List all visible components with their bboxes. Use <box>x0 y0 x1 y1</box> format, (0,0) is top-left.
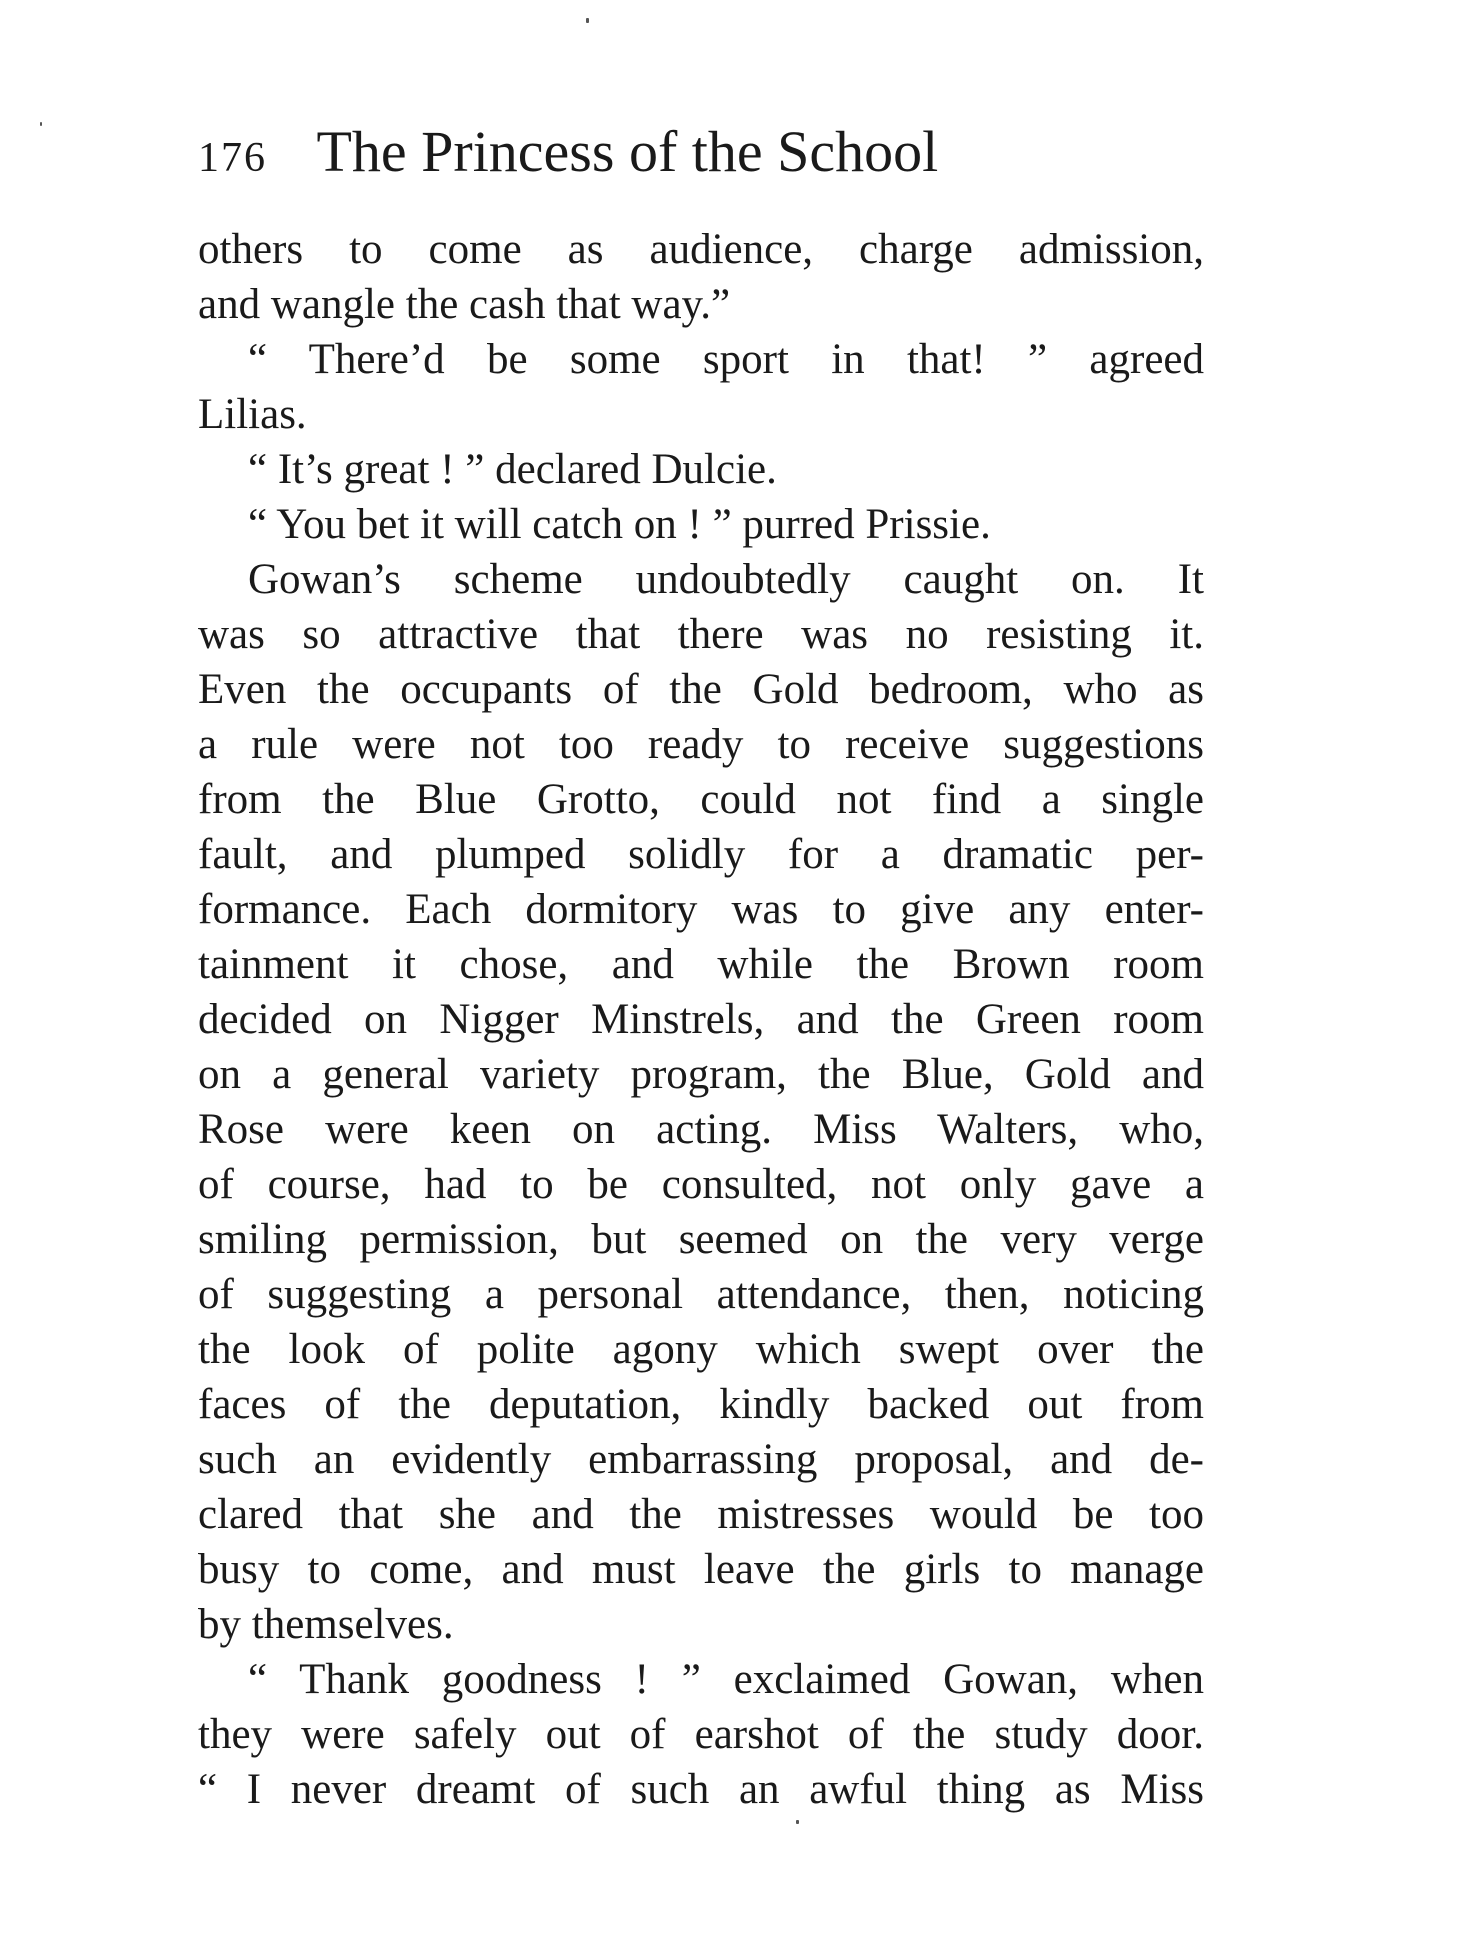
text-line: “ I never dreamt of such an awful thing as Miss <box>198 1766 1204 1813</box>
text-line: and wangle the cash that way.” <box>198 281 731 328</box>
text-line: a rule were not too ready to receive suggestions <box>198 721 1204 768</box>
print-speck <box>586 18 589 23</box>
print-speck <box>796 1820 799 1824</box>
text-line: by themselves. <box>198 1601 454 1648</box>
text-line: Lilias. <box>198 391 307 438</box>
text-line: Gowan’s scheme undoubtedly caught on. It <box>248 556 1204 603</box>
text-line: decided on Nigger Minstrels, and the Green room <box>198 996 1204 1043</box>
body-text <box>198 222 1204 1817</box>
text-line: from the Blue Grotto, could not find a single <box>198 776 1204 823</box>
text-line: faces of the deputation, kindly backed out from <box>198 1381 1204 1428</box>
running-header <box>198 112 1198 192</box>
text-line: Even the occupants of the Gold bedroom, who as <box>198 666 1204 713</box>
text-line: “ You bet it will catch on ! ” purred Prissie. <box>248 501 991 548</box>
page-number: 176 <box>198 135 267 181</box>
text-line: smiling permission, but seemed on the very verge <box>198 1216 1204 1263</box>
text-line: others to come as audience, charge admission, <box>198 226 1204 273</box>
text-line: “ It’s great ! ” declared Dulcie. <box>248 446 777 493</box>
text-line: “ Thank goodness ! ” exclaimed Gowan, when <box>248 1656 1204 1703</box>
text-line: “ There’d be some sport in that! ” agreed <box>248 336 1204 383</box>
text-line: of suggesting a personal attendance, then, noticing <box>198 1271 1204 1318</box>
text-line: the look of polite agony which swept over the <box>198 1326 1204 1373</box>
text-line: busy to come, and must leave the girls to manage <box>198 1546 1204 1593</box>
text-line: was so attractive that there was no resisting it. <box>198 611 1204 658</box>
text-line: they were safely out of earshot of the study door. <box>198 1711 1204 1758</box>
print-speck <box>40 122 42 126</box>
text-line: clared that she and the mistresses would be too <box>198 1491 1204 1538</box>
text-line: on a general variety program, the Blue, Gold and <box>198 1051 1204 1098</box>
text-line: tainment it chose, and while the Brown room <box>198 941 1204 988</box>
text-line: such an evidently embarrassing proposal, and de- <box>198 1436 1204 1483</box>
running-title: The Princess of the School <box>316 119 939 184</box>
text-line: Rose were keen on acting. Miss Walters, who, <box>198 1106 1204 1153</box>
text-line: formance. Each dormitory was to give any enter- <box>198 886 1204 933</box>
text-line: fault, and plumped solidly for a dramatic per- <box>198 831 1204 878</box>
text-line: of course, had to be consulted, not only gave a <box>198 1161 1204 1208</box>
